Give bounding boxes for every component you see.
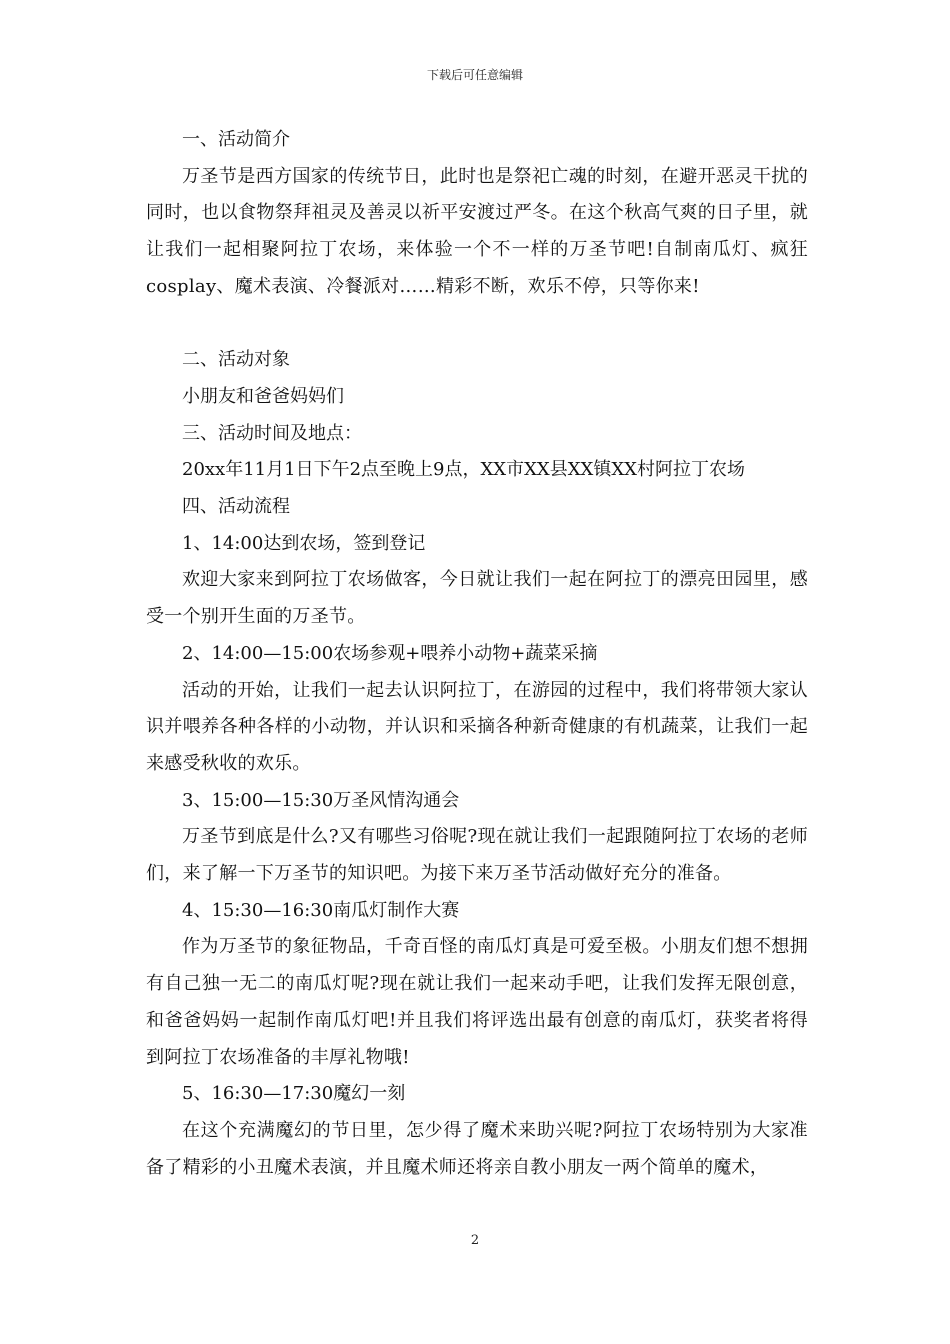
section-heading-intro: 一、活动简介 [182, 129, 290, 150]
blank-line [146, 306, 808, 343]
step-heading-1: 1、14:00达到农场，签到登记 [182, 532, 426, 554]
paragraph-time-place: 20xx年11月1日下午2点至晚上9点，XX市XX县XX镇XX村阿拉丁农场 [182, 459, 745, 481]
step-paragraph-5: 在这个充满魔幻的节日里，怎少得了魔术来助兴呢?阿拉丁农场特别为大家准备了精彩的小丑魔术表演，并且魔术师还将亲自教小朋友一两个简单的魔术， [146, 1119, 808, 1178]
document-body [146, 122, 808, 1186]
page-number: 2 [470, 1233, 480, 1248]
paragraph-intro: 万圣节是西方国家的传统节日，此时也是祭祀亡魂的时刻，在避开恶灵干扰的同时，也以食物祭拜祖灵及善灵以祈平安渡过严冬。在这个秋高气爽的日子里，就让我们一起相聚阿拉丁农场，来体验一个不一样的万圣节吧!自制南瓜灯、疯狂cosplay、魔术表演、冷餐派对……精彩不断，欢乐不停，只等你来! [146, 165, 808, 297]
step-paragraph-1: 欢迎大家来到阿拉丁农场做客，今日就让我们一起在阿拉丁的漂亮田园里，感受一个别开生面的万圣节。 [146, 569, 808, 628]
step-heading-3: 3、15:00—15:30万圣风情沟通会 [182, 789, 460, 811]
paragraph-audience: 小朋友和爸爸妈妈们 [182, 385, 344, 407]
page-header: 下载后可任意编辑 [426, 68, 523, 82]
section-heading-audience: 二、活动对象 [182, 349, 290, 371]
step-heading-5: 5、16:30—17:30魔幻一刻 [182, 1083, 406, 1105]
step-paragraph-2: 活动的开始，让我们一起去认识阿拉丁，在游园的过程中，我们将带领大家认识并喂养各种各样的小动物，并认识和采摘各种新奇健康的有机蔬菜，让我们一起来感受秋收的欢乐。 [146, 679, 808, 774]
step-heading-4: 4、15:30—16:30南瓜灯制作大赛 [182, 899, 460, 921]
step-heading-2: 2、14:00—15:00农场参观+喂养小动物+蔬菜采摘 [182, 642, 598, 664]
step-paragraph-4: 作为万圣节的象征物品，千奇百怪的南瓜灯真是可爱至极。小朋友们想不想拥有自己独一无二的南瓜灯呢?现在就让我们一起来动手吧，让我们发挥无限创意，和爸爸妈妈一起制作南瓜灯吧!并且我们将评选出最有创意的南瓜灯，获奖者将得到阿拉丁农场准备的丰厚礼物哦! [146, 936, 808, 1068]
section-heading-process: 四、活动流程 [182, 496, 290, 518]
step-paragraph-3: 万圣节到底是什么?又有哪些习俗呢?现在就让我们一起跟随阿拉丁农场的老师们，来了解一下万圣节的知识吧。为接下来万圣节活动做好充分的准备。 [146, 826, 808, 885]
section-heading-time-place: 三、活动时间及地点： [182, 422, 362, 444]
